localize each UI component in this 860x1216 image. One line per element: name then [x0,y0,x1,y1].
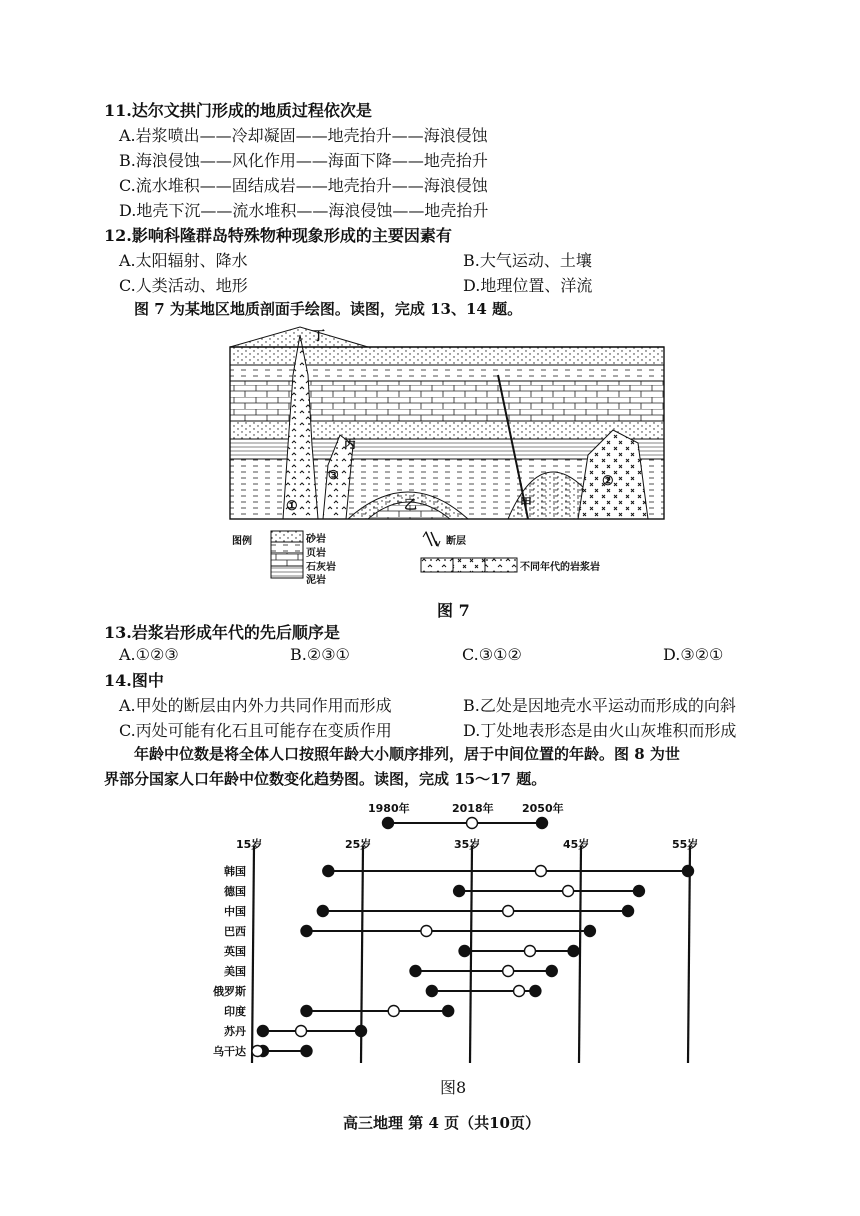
x-tick-label: 45岁 [563,838,590,851]
legend-marker [537,818,548,829]
q11-stem: 11.达尔文拱门形成的地质过程依次是 [104,101,372,120]
data-point [503,906,514,917]
country-label: 韩国 [224,865,246,878]
country-label: 中国 [224,905,246,918]
legend-title: 图例 [232,536,252,547]
legend-limestone: 石灰岩 [306,562,336,573]
legend-magma: 不同年代的岩浆岩 [520,562,600,573]
q11-option-a: A.岩浆喷出——冷却凝固——地壳抬升——海浪侵蚀 [119,126,488,145]
legend-fault: 断层 [446,536,466,547]
data-point [301,1006,312,1017]
data-point [257,1026,268,1037]
data-point [503,966,514,977]
q13-stem: 13.岩浆岩形成年代的先后顺序是 [104,623,340,642]
label-ding: 丁 [312,329,326,344]
legend-sandstone: 砂岩 [306,534,326,545]
data-point [454,886,465,897]
label-magma-3: ③ [328,468,339,482]
median-age-chart [190,796,730,1071]
legend-marker [467,818,478,829]
q12-option-a: A.太阳辐射、降水 [119,251,248,270]
fig8-caption: 图8 [440,1078,467,1097]
gridline [252,846,254,1063]
country-label: 乌干达 [213,1045,246,1058]
x-tick-label: 55岁 [672,838,699,851]
q14-stem: 14.图中 [104,671,164,690]
data-point [317,906,328,917]
fig8-intro-line1: 年龄中位数是将全体人口按照年龄大小顺序排列，居于中间位置的年龄。图 8 为世 [134,745,680,763]
page-footer: 高三地理 第 4 页（共10页） [343,1114,540,1132]
q11-option-c: C.流水堆积——固结成岩——地壳抬升——海浪侵蚀 [119,176,488,195]
q13-option-d: D.③②① [663,645,724,664]
geologic-section-figure [228,325,668,525]
country-label: 德国 [224,885,246,898]
q13-option-c: C.③①② [462,645,522,664]
q13-option-a: A.①②③ [119,645,179,664]
q13-option-b: B.②③① [290,645,350,664]
data-point [388,1006,399,1017]
legend-magma-swatches [420,557,520,573]
data-point [410,966,421,977]
data-point [356,1026,367,1037]
data-point [584,926,595,937]
legend-label: 1980年 [368,802,410,815]
label-magma-2: ② [602,474,614,489]
data-point [524,946,535,957]
q11-option-b: B.海浪侵蚀——风化作用——海面下降——地壳抬升 [119,151,488,170]
data-point [633,886,644,897]
data-point [535,866,546,877]
data-point [568,946,579,957]
country-label: 英国 [224,945,246,958]
data-point [623,906,634,917]
country-label: 印度 [224,1005,246,1018]
legend-shale: 页岩 [306,548,326,559]
fig7-intro: 图 7 为某地区地质剖面手绘图。读图，完成 13、14 题。 [134,300,523,318]
data-point [443,1006,454,1017]
data-point [252,1046,263,1057]
fig8-intro-line2: 界部分国家人口年龄中位数变化趋势图。读图，完成 15～17 题。 [104,770,547,788]
data-point [426,986,437,997]
x-tick-label: 15岁 [236,838,263,851]
label-yi: 乙 [404,498,418,513]
data-point [296,1026,307,1037]
gridline [470,846,472,1063]
q12-option-c: C.人类活动、地形 [119,276,248,295]
legend-label: 2050年 [522,802,564,815]
data-point [421,926,432,937]
data-point [563,886,574,897]
q12-option-b: B.大气运动、土壤 [463,251,592,270]
country-label: 巴西 [224,925,246,938]
q12-option-d: D.地理位置、洋流 [463,276,593,295]
country-label: 俄罗斯 [213,985,246,998]
q14-option-d: D.丁处地表形态是由火山灰堆积而形成 [463,721,737,740]
label-magma-1: ① [286,499,298,514]
data-point [459,946,470,957]
q14-option-b: B.乙处是因地壳水平运动而形成的向斜 [463,696,736,715]
country-label: 苏丹 [224,1025,246,1038]
gridline [688,846,690,1063]
legend-mudstone: 泥岩 [306,575,326,586]
fault-symbol-icon [420,530,442,548]
data-point [301,926,312,937]
x-tick-label: 35岁 [454,838,481,851]
gridline [579,846,581,1063]
q12-stem: 12.影响科隆群岛特殊物种现象形成的主要因素有 [104,226,452,245]
data-point [323,866,334,877]
label-jia: 甲 [520,496,533,510]
label-bing: 丙 [344,437,357,451]
q11-option-d: D.地壳下沉——流水堆积——海浪侵蚀——地壳抬升 [119,201,489,220]
data-point [514,986,525,997]
legend-marker [383,818,394,829]
q14-option-c: C.丙处可能有化石且可能存在变质作用 [119,721,392,740]
q14-option-a: A.甲处的断层由内外力共同作用而形成 [119,696,392,715]
data-point [301,1046,312,1057]
country-label: 美国 [224,965,246,978]
data-point [546,966,557,977]
legend-label: 2018年 [452,802,494,815]
legend-swatches [270,530,306,580]
fig7-caption: 图 7 [437,601,470,620]
data-point [683,866,694,877]
data-point [530,986,541,997]
x-tick-label: 25岁 [345,838,372,851]
